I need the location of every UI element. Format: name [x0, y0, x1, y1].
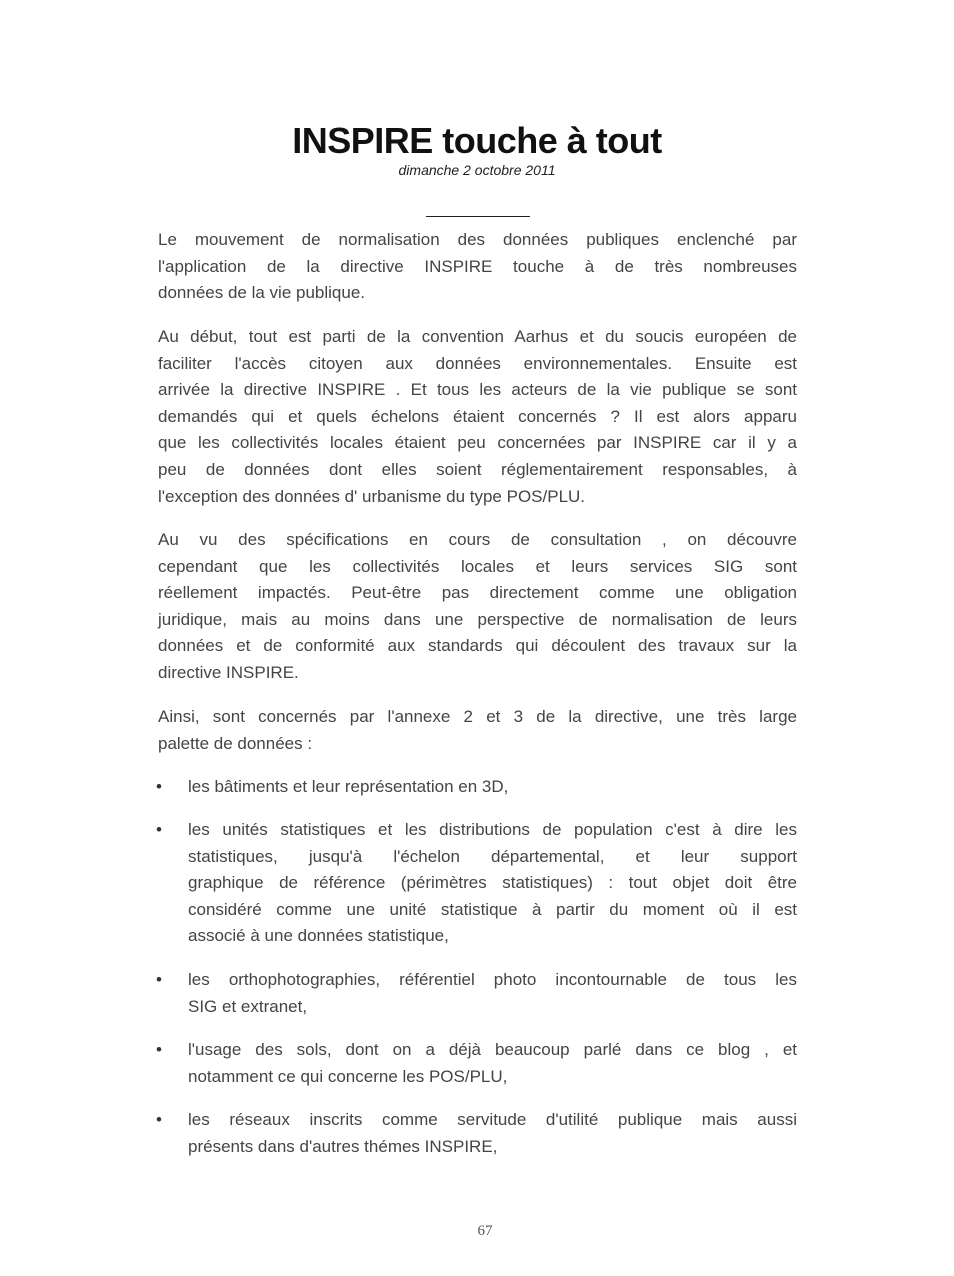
- bullet-icon: •: [156, 1110, 162, 1129]
- text-line: Le mouvement de normalisation des données publiques enclenché par: [158, 230, 797, 249]
- text-line: palette de données :: [158, 733, 313, 753]
- text-line: l'application de la directive INSPIRE touche à de très nombreuses: [158, 256, 797, 276]
- text-line: arrivée la directive INSPIRE . Et tous les acteurs de la vie publique se sont: [158, 380, 797, 400]
- text-line: statistiques, jusqu'à l'échelon départemental, et leur support: [188, 846, 797, 866]
- text-line: les bâtiments et leur représentation en 3D,: [188, 777, 509, 796]
- text-line: cependant que les collectivités locales et leurs services SIG sont: [158, 556, 797, 576]
- text-line: l'usage des sols, dont on a déjà beaucoup parlé dans ce blog , et: [188, 1040, 797, 1059]
- post-date: dimanche 2 octobre 2011: [398, 162, 556, 178]
- list-item: [188, 774, 797, 801]
- text-line: les unités statistiques et les distributions de population c'est à dire les: [188, 820, 797, 839]
- text-line: données de la vie publique.: [158, 283, 365, 303]
- page-title: INSPIRE touche à tout: [292, 120, 662, 161]
- bullet-icon: •: [156, 1040, 162, 1059]
- page-number: 67: [477, 1223, 493, 1239]
- text-line: faciliter l'accès citoyen aux données environnementales. Ensuite est: [158, 353, 797, 373]
- text-line: données et de conformité aux standards qui découlent des travaux sur la: [158, 636, 797, 656]
- text-line: peu de données dont elles soient réglementairement responsables, à: [158, 459, 797, 479]
- text-line: Au vu des spécifications en cours de consultation , on découvre: [158, 530, 797, 549]
- list-item: [188, 967, 797, 1020]
- bullet-icon: •: [156, 820, 162, 839]
- text-line: l'exception des données d' urbanisme du type POS/PLU.: [158, 486, 586, 506]
- text-line: SIG et extranet,: [188, 996, 308, 1016]
- text-line: directive INSPIRE.: [158, 662, 299, 682]
- text-line: graphique de référence (périmètres statistiques) : tout objet doit être: [188, 873, 797, 893]
- text-line: associé à une données statistique,: [188, 926, 449, 946]
- list-item: [188, 1037, 797, 1090]
- bullet-icon: •: [156, 777, 162, 796]
- text-line: demandés qui et quels échelons étaient concernés ? Il est alors apparu: [158, 406, 797, 426]
- paragraph: [158, 324, 797, 510]
- paragraph: [158, 527, 797, 687]
- text-line: les réseaux inscrits comme servitude d'utilité publique mais aussi: [188, 1110, 797, 1129]
- text-line: que les collectivités locales étaient peu concernées par INSPIRE car il y a: [158, 433, 797, 453]
- text-line: Ainsi, sont concernés par l'annexe 2 et 3 de la directive, une très large: [158, 707, 797, 726]
- text-line: présents dans d'autres thémes INSPIRE,: [188, 1136, 498, 1156]
- paragraph: [158, 704, 797, 757]
- separator-line: [426, 216, 530, 217]
- list-item: [188, 817, 797, 950]
- text-line: réellement impactés. Peut-être pas directement comme une obligation: [158, 583, 797, 603]
- text-line: juridique, mais au moins dans une perspective de normalisation de leurs: [158, 609, 797, 629]
- text-line: les orthophotographies, référentiel photo incontournable de tous les: [188, 970, 797, 989]
- text-line: notamment ce qui concerne les POS/PLU,: [188, 1066, 508, 1086]
- paragraph: [158, 227, 797, 307]
- text-line: Au début, tout est parti de la convention Aarhus et du soucis européen de: [158, 327, 797, 346]
- bullet-icon: •: [156, 970, 162, 989]
- list-item: [188, 1107, 797, 1160]
- text-line: considéré comme une unité statistique à partir du moment où il est: [188, 899, 797, 919]
